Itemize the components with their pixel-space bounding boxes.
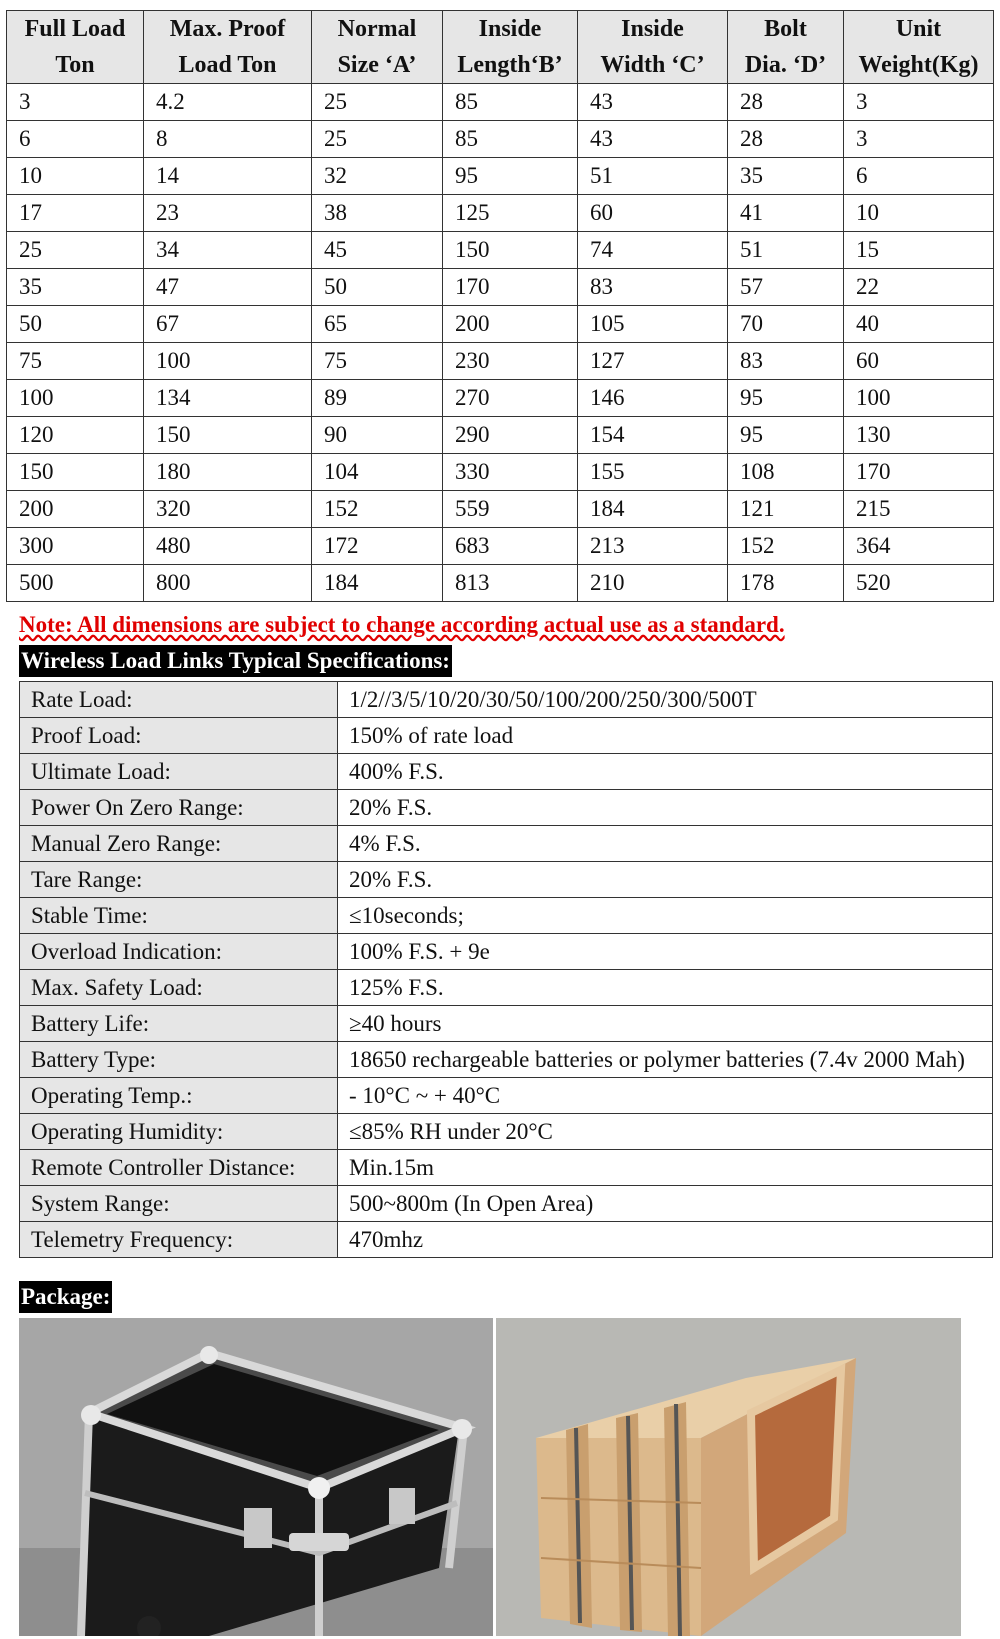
spec-label: Proof Load: <box>20 718 338 754</box>
table-cell: 22 <box>844 269 994 306</box>
table-cell: 100 <box>7 380 144 417</box>
table-cell: 47 <box>144 269 312 306</box>
spec-label: Rate Load: <box>20 682 338 718</box>
table-cell: 83 <box>578 269 728 306</box>
table-cell: 17 <box>7 195 144 232</box>
table-cell: 41 <box>728 195 844 232</box>
spec-row <box>20 1006 993 1042</box>
table-cell: 38 <box>312 195 443 232</box>
spec-row <box>20 1078 993 1114</box>
spec-row <box>20 718 993 754</box>
spec-value: ≤85% RH under 20°C <box>338 1114 993 1150</box>
column-header: Unit Weight(Kg) <box>844 11 994 84</box>
table-cell: 4.2 <box>144 84 312 121</box>
table-cell: 215 <box>844 491 994 528</box>
column-header: Normal Size ‘A’ <box>312 11 443 84</box>
table-cell: 43 <box>578 121 728 158</box>
column-header: Inside Length‘B’ <box>443 11 578 84</box>
table-cell: 85 <box>443 84 578 121</box>
table-cell: 3 <box>844 121 994 158</box>
table-cell: 10 <box>7 158 144 195</box>
table-cell: 35 <box>728 158 844 195</box>
table-cell: 90 <box>312 417 443 454</box>
table-cell: 290 <box>443 417 578 454</box>
table-cell: 3 <box>844 84 994 121</box>
table-row <box>7 84 994 121</box>
table-row <box>7 343 994 380</box>
spec-value: - 10°C ~ + 40°C <box>338 1078 993 1114</box>
table-cell: 559 <box>443 491 578 528</box>
table-cell: 50 <box>7 306 144 343</box>
table-cell: 10 <box>844 195 994 232</box>
spec-label: Power On Zero Range: <box>20 790 338 826</box>
aluminum-case-photo <box>19 1318 493 1636</box>
table-cell: 105 <box>578 306 728 343</box>
table-cell: 85 <box>443 121 578 158</box>
table-row <box>7 491 994 528</box>
spec-label: Operating Temp.: <box>20 1078 338 1114</box>
spec-value: 4% F.S. <box>338 826 993 862</box>
spec-row <box>20 826 993 862</box>
table-cell: 15 <box>844 232 994 269</box>
specifications-table <box>19 681 993 1258</box>
table-cell: 121 <box>728 491 844 528</box>
spec-value: 125% F.S. <box>338 970 993 1006</box>
dimension-header-row <box>7 11 994 84</box>
spec-label: Stable Time: <box>20 898 338 934</box>
table-cell: 28 <box>728 84 844 121</box>
spec-label: Remote Controller Distance: <box>20 1150 338 1186</box>
spec-value: Min.15m <box>338 1150 993 1186</box>
table-cell: 134 <box>144 380 312 417</box>
table-cell: 178 <box>728 565 844 602</box>
table-row <box>7 158 994 195</box>
spec-row <box>20 1042 993 1078</box>
table-cell: 210 <box>578 565 728 602</box>
column-header: Full Load Ton <box>7 11 144 84</box>
spec-row <box>20 1186 993 1222</box>
table-cell: 95 <box>728 417 844 454</box>
table-cell: 25 <box>312 84 443 121</box>
table-cell: 70 <box>728 306 844 343</box>
dimension-table-body <box>7 84 994 602</box>
table-cell: 150 <box>7 454 144 491</box>
spec-label: Telemetry Frequency: <box>20 1222 338 1258</box>
table-cell: 150 <box>144 417 312 454</box>
table-cell: 184 <box>578 491 728 528</box>
table-cell: 200 <box>7 491 144 528</box>
spec-value: 150% of rate load <box>338 718 993 754</box>
table-cell: 127 <box>578 343 728 380</box>
table-cell: 50 <box>312 269 443 306</box>
spec-row <box>20 934 993 970</box>
table-cell: 230 <box>443 343 578 380</box>
spec-row <box>20 754 993 790</box>
table-cell: 100 <box>144 343 312 380</box>
table-row <box>7 269 994 306</box>
table-cell: 364 <box>844 528 994 565</box>
spec-row <box>20 1222 993 1258</box>
table-cell: 35 <box>7 269 144 306</box>
table-cell: 120 <box>7 417 144 454</box>
wooden-crate-photo <box>496 1318 961 1636</box>
table-cell: 152 <box>312 491 443 528</box>
table-cell: 270 <box>443 380 578 417</box>
spec-row <box>20 970 993 1006</box>
table-cell: 500 <box>7 565 144 602</box>
table-cell: 51 <box>728 232 844 269</box>
table-row <box>7 195 994 232</box>
table-cell: 330 <box>443 454 578 491</box>
package-heading: Package: <box>19 1281 112 1313</box>
spec-label: Battery Type: <box>20 1042 338 1078</box>
table-cell: 40 <box>844 306 994 343</box>
table-cell: 184 <box>312 565 443 602</box>
table-row <box>7 417 994 454</box>
table-cell: 146 <box>578 380 728 417</box>
table-cell: 213 <box>578 528 728 565</box>
table-cell: 683 <box>443 528 578 565</box>
column-header: Bolt Dia. ‘D’ <box>728 11 844 84</box>
spec-value: 18650 rechargeable batteries or polymer batteries (7.4v 2000 Mah) <box>338 1042 993 1078</box>
table-cell: 520 <box>844 565 994 602</box>
table-cell: 34 <box>144 232 312 269</box>
table-cell: 83 <box>728 343 844 380</box>
spec-label: Ultimate Load: <box>20 754 338 790</box>
table-cell: 320 <box>144 491 312 528</box>
table-cell: 8 <box>144 121 312 158</box>
table-cell: 75 <box>312 343 443 380</box>
table-cell: 200 <box>443 306 578 343</box>
spec-label: Manual Zero Range: <box>20 826 338 862</box>
table-cell: 170 <box>443 269 578 306</box>
spec-value: 20% F.S. <box>338 790 993 826</box>
table-cell: 89 <box>312 380 443 417</box>
dimension-table <box>6 10 994 602</box>
table-cell: 43 <box>578 84 728 121</box>
table-cell: 6 <box>844 158 994 195</box>
spec-row <box>20 1150 993 1186</box>
spec-label: System Range: <box>20 1186 338 1222</box>
table-cell: 14 <box>144 158 312 195</box>
dimension-note: Note: All dimensions are subject to change according actual use as a standard. <box>19 612 785 637</box>
table-cell: 130 <box>844 417 994 454</box>
table-cell: 25 <box>7 232 144 269</box>
table-cell: 125 <box>443 195 578 232</box>
table-cell: 95 <box>728 380 844 417</box>
table-row <box>7 454 994 491</box>
table-cell: 108 <box>728 454 844 491</box>
table-cell: 95 <box>443 158 578 195</box>
spec-value: 500~800m (In Open Area) <box>338 1186 993 1222</box>
table-row <box>7 528 994 565</box>
table-cell: 25 <box>312 121 443 158</box>
spec-value: 1/2//3/5/10/20/30/50/100/200/250/300/500T <box>338 682 993 718</box>
table-cell: 28 <box>728 121 844 158</box>
table-cell: 180 <box>144 454 312 491</box>
spec-value: 470mhz <box>338 1222 993 1258</box>
spec-row <box>20 862 993 898</box>
spec-row <box>20 682 993 718</box>
table-cell: 3 <box>7 84 144 121</box>
table-row <box>7 306 994 343</box>
table-cell: 23 <box>144 195 312 232</box>
table-cell: 57 <box>728 269 844 306</box>
table-cell: 60 <box>578 195 728 232</box>
table-cell: 152 <box>728 528 844 565</box>
table-cell: 150 <box>443 232 578 269</box>
specifications-table-body <box>20 682 993 1258</box>
spec-label: Tare Range: <box>20 862 338 898</box>
column-header: Inside Width ‘C’ <box>578 11 728 84</box>
spec-value: ≤10seconds; <box>338 898 993 934</box>
table-cell: 45 <box>312 232 443 269</box>
table-cell: 300 <box>7 528 144 565</box>
spec-value: ≥40 hours <box>338 1006 993 1042</box>
table-cell: 75 <box>7 343 144 380</box>
table-row <box>7 232 994 269</box>
table-cell: 6 <box>7 121 144 158</box>
table-row <box>7 565 994 602</box>
column-header: Max. Proof Load Ton <box>144 11 312 84</box>
table-cell: 51 <box>578 158 728 195</box>
spec-row <box>20 1114 993 1150</box>
table-cell: 170 <box>844 454 994 491</box>
spec-value: 100% F.S. + 9e <box>338 934 993 970</box>
spec-label: Battery Life: <box>20 1006 338 1042</box>
spec-label: Max. Safety Load: <box>20 970 338 1006</box>
table-cell: 104 <box>312 454 443 491</box>
table-cell: 154 <box>578 417 728 454</box>
table-cell: 172 <box>312 528 443 565</box>
spec-row <box>20 898 993 934</box>
table-cell: 100 <box>844 380 994 417</box>
table-cell: 480 <box>144 528 312 565</box>
spec-row <box>20 790 993 826</box>
spec-label: Operating Humidity: <box>20 1114 338 1150</box>
table-cell: 813 <box>443 565 578 602</box>
table-cell: 155 <box>578 454 728 491</box>
table-row <box>7 121 994 158</box>
table-row <box>7 380 994 417</box>
table-cell: 67 <box>144 306 312 343</box>
specs-heading: Wireless Load Links Typical Specifications: <box>19 645 452 677</box>
table-cell: 65 <box>312 306 443 343</box>
table-cell: 60 <box>844 343 994 380</box>
table-cell: 800 <box>144 565 312 602</box>
table-cell: 32 <box>312 158 443 195</box>
spec-value: 400% F.S. <box>338 754 993 790</box>
spec-label: Overload Indication: <box>20 934 338 970</box>
spec-value: 20% F.S. <box>338 862 993 898</box>
table-cell: 74 <box>578 232 728 269</box>
